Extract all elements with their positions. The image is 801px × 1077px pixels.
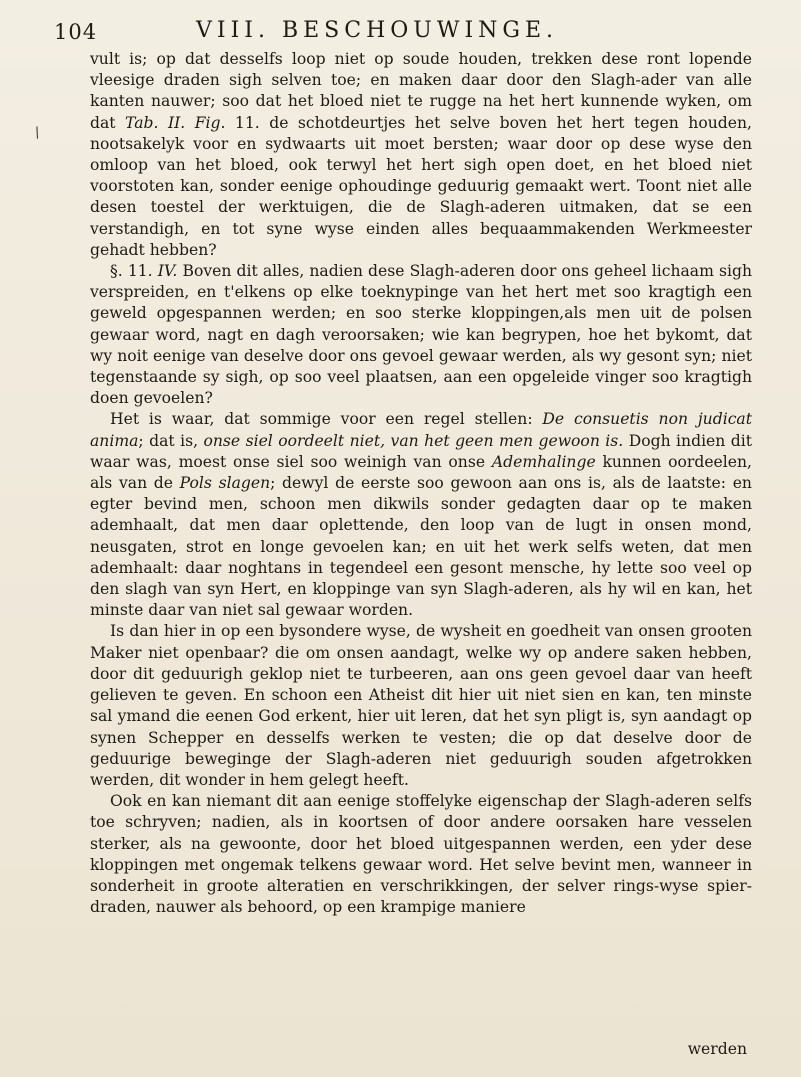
latin-maxim: De consuetis non judicat anima [90,410,752,450]
catchword: werden [687,1040,747,1058]
paragraph-2: §. 11. IV. Boven dit alles, nadien dese Slagh-aderen door ons geheel lichaam sigh verspreiden, en t'elkens op elke toeknypinge van het hert met soo kragtigh een geweld opgespannen werden; en soo sterke kloppingen,als men uit de polsen gewaar word, nagt en dagh veroorsaken; wie kan begrypen, hoe het bykomt, dat wy noit eenige van deselve door ons gevoel gewaar werden, als wy gesont syn; niet tegenstaande sy sigh, op soo veel plaatsen, aan een opgeleide vinger soo kragtigh doen gevoelen? [90,262,752,408]
margin-pencil-mark: / [32,124,43,142]
running-head: VIII. BESCHOUWINGE. [196,18,559,43]
body-text [90,49,752,918]
section-numeral: IV. [157,262,178,281]
paragraph-3: Het is waar, dat sommige voor een regel stellen: De consuetis non judicat anima; dat is, onse siel oordeelt niet, van het geen men gewoon is. Dogh indien dit waar was, moest onse siel soo weinigh van onse Ademhalinge kunnen oordeelen, als van de Pols slagen; dewyl de eerste soo gewoon aan ons is, als de laatste: en egter bevind men, schoon men dikwils sonder gedagten daar op te maken ademhaalt, dat men daar oplettende, den loop van de lugt in onsen mond, neusgaten, strot en longe gevoelen kan; en uit het werk selfs weten, dat men ademhaalt: daar noghtans in tegendeel een gesont menschе, hy lette soo veel op den slagh van syn Hert, en kloppinge van syn Slagh-aderen, als hy wil en kan, het minste daar van niet sal gewaar worden. [90,410,753,620]
page-number: 104 [54,20,98,44]
figure-reference: Tab. II. Fig. [125,113,226,132]
maxim-translation: onse siel oordeelt niet, van het geen men gewoon is. [203,431,624,450]
paragraph-1: vult is; op dat desselfs loop niet op soude houden, trekken dese ront lopende vleesige draden sigh selven toe; en maken daar door den Slagh-ader van alle kanten nauwer; soo dat het bloed niet te rugge na het hert kunnende wyken, om dat Tab. II. Fig. 11. de schotdeurtjes het selve boven het hert tegen houden, nootsakelyk voor en sydwaarts uit moet bersten; waar door op dese wyse den omloop van het bloed, ook terwyl het hert sigh open doet, en het bloed niet voorstoten kan, sonder eenige ophoudinge geduurig gemaakt wert. Toont niet alle desen toestel der werktuigen, die de Slagh-aderen uitmaken, dat se een verstandigh, en tot syne wyse einden alles bequaammakenden Werkmeester gehadt hebben? [90,50,752,259]
paragraph-5: Ook en kan niemant dit aan eenige stoffelyke eigenschap der Slagh-aderen selfs toe schryven; nadien, als in koortsen of door andere oorsaken hare vesselen sterker, als na gewoonte, door het bloed uitgespannen werden, een yder dese kloppingen met ongemak telkens gewaar word. Het selve bevint men, wanneer in sonderheit in groote alteratien en verschrikkingen, der selver rings-wyse spier-draden, nauwer als behoord, op een krampige maniere [90,792,752,917]
term-ademhalinge: Ademhalinge [491,452,596,471]
term-pols-slagen: Pols slagen [179,474,271,493]
paragraph-4: Is dan hier in op een bysondere wyse, de wysheit en goedheit van onsen grooten Maker niet openbaar? die om onsen aandagt, welke wy op andere saken hebben, door dit geduurigh geklop niet te turbeeren, aan ons geen gevoel daar van heeft gelieven te geven. En schoon een Atheist dit hier uit niet sien en kan, ten minste sal ymand die eenen God erkent, hier uit leren, dat het syn pligt is, syn aandagt op synen Schepper en desselfs werken te vesten; die op dat deselve door de geduurige beweginge der Slagh-aderen niet geduurigh souden afgetrokken werden, dit wonder in hem gelegt heeft. [90,622,752,789]
